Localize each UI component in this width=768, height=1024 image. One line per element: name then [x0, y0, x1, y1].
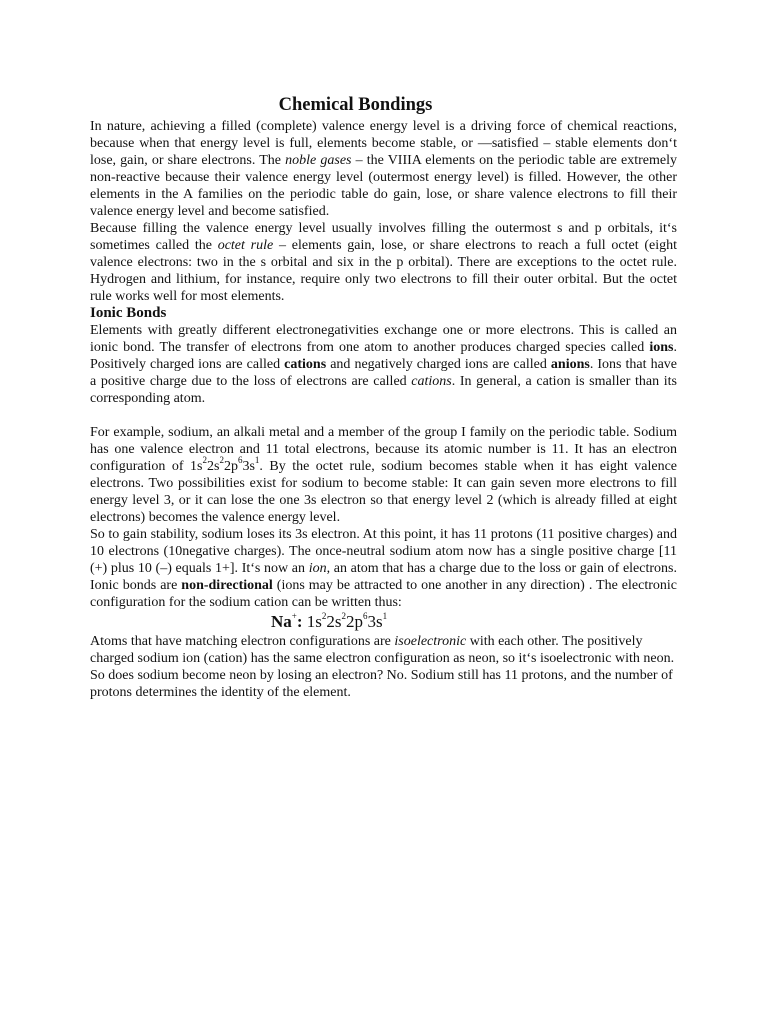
- italic-term: isoelectronic: [394, 634, 467, 649]
- paragraph-spacer: [90, 407, 677, 424]
- text-run: (ions may be attracted to one another in any direction) . The electronic configuration for the sodium cation can be written thus:: [90, 578, 677, 610]
- italic-term: cations: [411, 374, 452, 389]
- text-run: . By the octet rule, sodium becomes stable when it has eight valence electrons. Two possibilities exist for sodium to become stable: It can gain seven more electrons to fill energy level 3, or it can lose the one 3s electron so that energy level 2 (which is already filled at eight electrons) becomes the valence energy level.: [90, 459, 677, 525]
- text-run: , an atom that has a charge due to the loss or gain of electrons. Ionic bonds are: [90, 561, 677, 593]
- document-title: Chemical Bondings: [278, 95, 433, 115]
- bold-term: cations: [284, 357, 327, 372]
- paragraph-isoelectronic: [90, 633, 677, 701]
- text-run: 2s: [207, 459, 220, 474]
- formula-part: 3s: [367, 612, 383, 631]
- section-heading-ionic-bonds: Ionic Bonds: [90, 305, 167, 321]
- text-run: 3s: [242, 459, 255, 474]
- text-run: 2p: [223, 459, 238, 474]
- formula-symbol: Na: [271, 612, 292, 631]
- italic-term: ion: [308, 561, 327, 576]
- paragraph-ionic-bonds: [90, 322, 677, 407]
- text-run: Elements with greatly different electronegativities exchange one or more electrons. This is called an ionic bond. The transfer of electrons from one atom to another produces charged species called: [90, 323, 677, 355]
- superscript: 2: [219, 455, 224, 466]
- formula-part: 1s: [302, 612, 322, 631]
- italic-term: noble gases: [285, 153, 352, 168]
- bold-term: non-directional: [181, 578, 273, 593]
- superscript: +: [291, 611, 297, 622]
- text-run: with each other. The positively charged sodium ion (cation) has the same electron configuration as neon, so it‘s isoelectronic with neon. So does sodium become neon by losing an electron? No. Sodium still has 11 protons, and the number of protons determines the identity of the element.: [90, 634, 675, 700]
- formula-part: 2p: [346, 612, 364, 631]
- text-run: So to gain stability, sodium loses its 3s electron. At this point, it has 11 protons (11 positive charges) and 10 electrons (10negative charges). The once-neutral sodium atom now has a single positive charge [11 (+) plus 10 (–) equals 1+]. It‘s now an: [90, 527, 677, 576]
- text-run: and negatively charged ions are called: [326, 357, 551, 372]
- superscript: 2: [321, 611, 327, 622]
- document-body: [90, 94, 677, 701]
- text-run: – the VIIIA elements on the periodic table are extremely non-reactive because their valence energy level (outermost energy level) is filled. However, the other elements in the A families on the periodic table do gain, lose, or share valence electrons to fill their valence energy level and become satisfied.: [90, 153, 677, 219]
- italic-term: octet rule: [217, 238, 274, 253]
- text-run: In nature, achieving a filled (complete) valence energy level is a driving force of chemical reactions, because when that energy level is full, elements become stable, or —satisfied – stable elements don‘t lose, gain, or share electrons. The: [90, 119, 677, 168]
- text-run: . Ions that have a positive charge due to the loss of electrons are called: [90, 357, 677, 389]
- text-run: . Positively charged ions are called: [90, 340, 677, 372]
- text-run: For example, sodium, an alkali metal and a member of the group I family on the periodic table. Sodium has one valence electron and 11 total electrons, because its atomic number is 11. It has an electron configuration of 1s: [90, 425, 677, 474]
- sodium-cation-formula: [90, 611, 677, 633]
- text-run: Atoms that have matching electron configurations are: [90, 634, 395, 649]
- paragraph-sodium-example: [90, 424, 677, 526]
- superscript: 2: [341, 611, 347, 622]
- superscript: 6: [237, 455, 243, 466]
- text-run: – elements gain, lose, or share electrons to reach a full octet (eight valence electrons: two in the s orbital and six in the p orbital). There are exceptions to the octet rule. Hydrogen and lithium, for instance, require only two electrons to fill their outer orbital. But the octet rule works well for most elements.: [90, 238, 677, 304]
- paragraph-intro: [90, 118, 677, 220]
- text-run: Because filling the valence energy level usually involves filling the outermost s and p orbitals, it‘s sometimes called the: [90, 221, 677, 253]
- superscript: 1: [254, 455, 260, 466]
- bold-term: ions: [649, 340, 674, 355]
- paragraph-sodium-stability: [90, 526, 677, 611]
- paragraph-octet-rule: [90, 220, 677, 305]
- bold-term: anions: [550, 357, 590, 372]
- formula-colon: :: [296, 612, 303, 631]
- superscript: 6: [363, 611, 368, 622]
- superscript: 1: [382, 611, 388, 622]
- superscript: 2: [202, 455, 207, 466]
- text-run: . In general, a cation is smaller than its corresponding atom.: [90, 374, 677, 406]
- formula-part: 2s: [326, 612, 342, 631]
